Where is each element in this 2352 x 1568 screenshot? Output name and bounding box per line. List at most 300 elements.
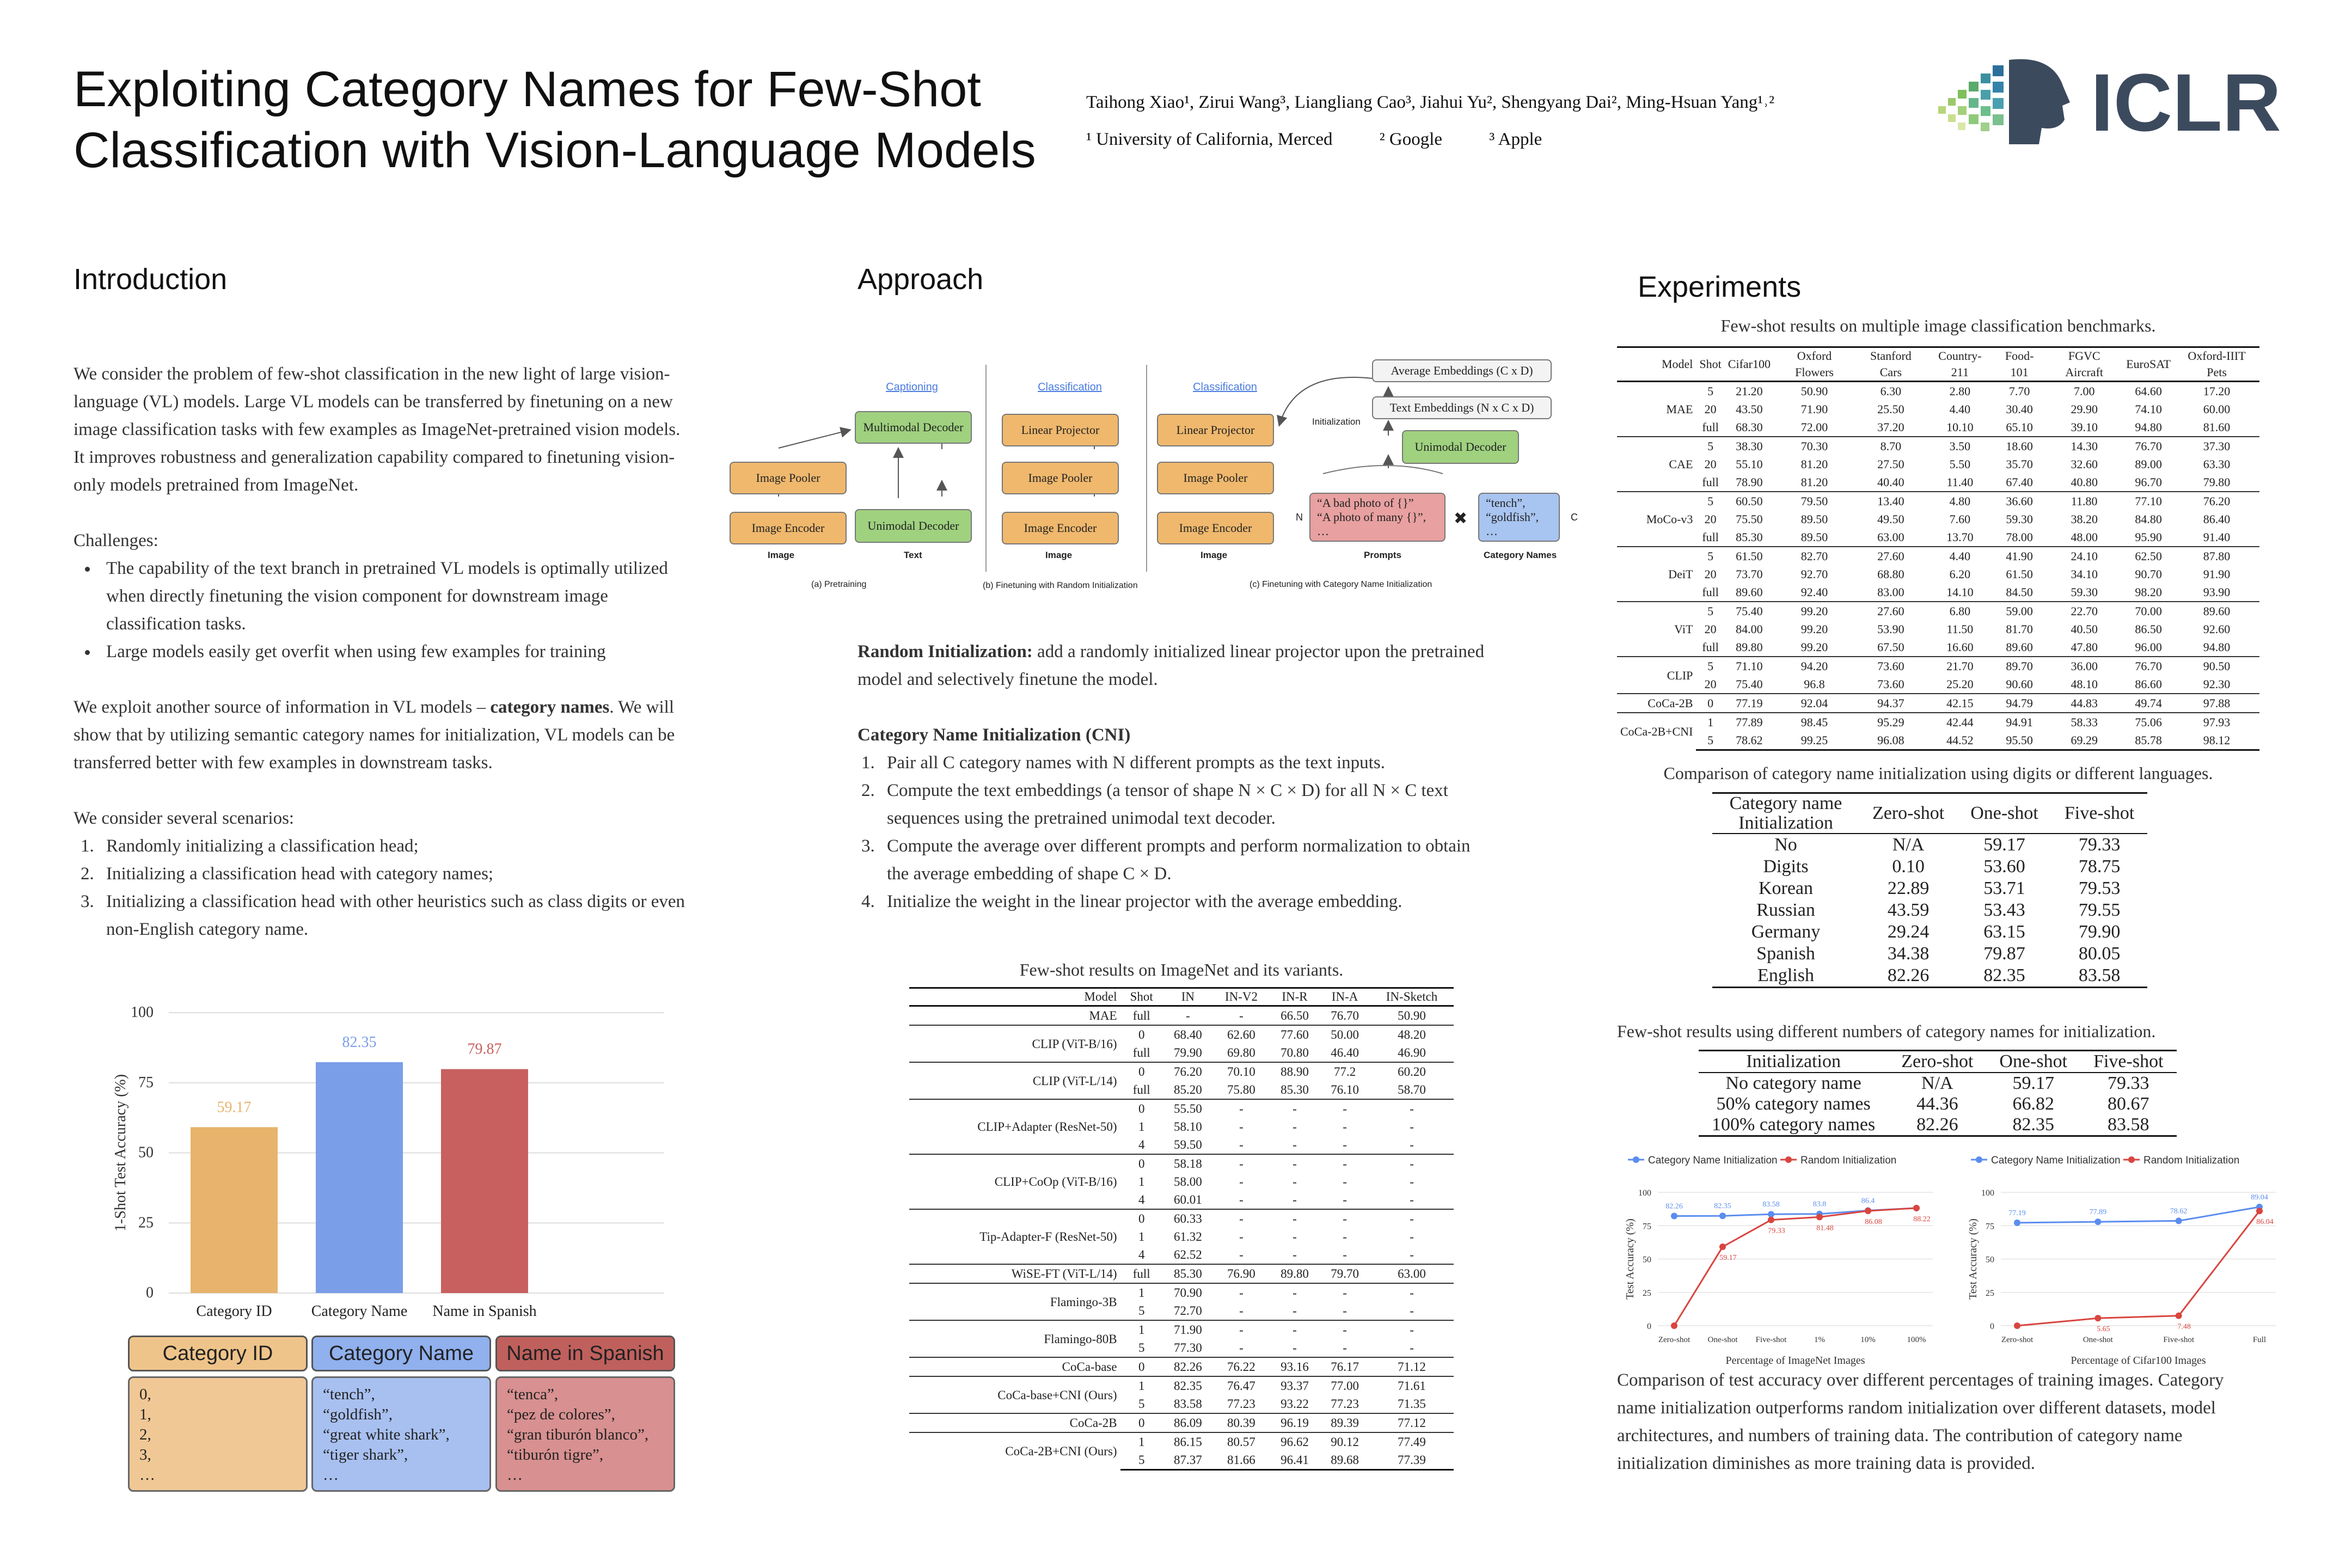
table-cell: 78.00 bbox=[2006, 530, 2033, 544]
y-tick-label: 100 bbox=[131, 1004, 154, 1021]
table-cell: 76.70 bbox=[2123, 437, 2174, 455]
table-cell: 36.00 bbox=[2045, 657, 2123, 675]
table-cell: 71.12 bbox=[1370, 1357, 1454, 1376]
scenarios-list bbox=[99, 832, 694, 944]
table-cell: - bbox=[1370, 1099, 1454, 1118]
legend-marker bbox=[1785, 1156, 1792, 1163]
scenario-item: 3. Initializing a classification head with other heuristics such as class digits or even non-English category name. bbox=[99, 888, 694, 944]
table-cell: 1 bbox=[1138, 1120, 1145, 1134]
table-cell: - bbox=[1213, 1154, 1270, 1173]
x-tick-label: Zero-shot bbox=[2001, 1336, 2033, 1344]
scenario-box-line: “tenca”, bbox=[507, 1386, 559, 1403]
table-cell: 65.10 bbox=[2006, 420, 2033, 434]
table-header-cell: Oxford Flowers bbox=[1774, 347, 1855, 382]
table-row bbox=[1617, 638, 2259, 657]
y-tick-label: 0 bbox=[146, 1284, 154, 1301]
table-header-cell: IN-A bbox=[1320, 988, 1370, 1006]
table-cell: 69.80 bbox=[1227, 1046, 1255, 1059]
table-cell: 7.00 bbox=[2073, 384, 2095, 398]
table-cell: 0 bbox=[1120, 1062, 1163, 1081]
table-cell: 89.00 bbox=[2135, 457, 2162, 471]
bar-chart bbox=[87, 980, 697, 1328]
category-names-emphasis: category names bbox=[490, 697, 610, 717]
y-axis-label: Test Accuracy (%) bbox=[1967, 1218, 1979, 1300]
table-header-cell: Category name Initialization bbox=[1712, 793, 1859, 834]
table-cell: full bbox=[1702, 585, 1719, 599]
bar-value-label: 79.87 bbox=[467, 1040, 502, 1058]
table-cell: - bbox=[1343, 1138, 1347, 1152]
prompts-label: Prompts bbox=[1364, 550, 1401, 560]
table-cell: 5 bbox=[1138, 1397, 1145, 1411]
table-cell: 76.10 bbox=[1331, 1083, 1359, 1097]
table-cell: Germany bbox=[1751, 922, 1821, 942]
model-cell: ViT bbox=[1617, 602, 1696, 657]
table-cell: 69.29 bbox=[2045, 731, 2123, 750]
table-header-cell: One-shot bbox=[1986, 1051, 2080, 1073]
x-tick-label: Full bbox=[2252, 1336, 2267, 1344]
table-cell: 36.60 bbox=[1993, 492, 2045, 510]
table-cell: 78.62 bbox=[1725, 731, 1774, 750]
table-row bbox=[1617, 620, 2259, 638]
table-header-row bbox=[909, 988, 1454, 1006]
initialization-label: Initialization bbox=[1312, 416, 1361, 427]
table-cell: 43.59 bbox=[1887, 900, 1930, 920]
table-cell: 93.37 bbox=[1270, 1376, 1320, 1395]
c-label: C bbox=[1571, 512, 1578, 523]
final-caption: Comparison of test accuracy over different percentages of training images. Category name initialization outperforms random initialization over different datasets, model architectures, and numbers of training data. The contribution of category name initialization diminishes as more training data is provided. bbox=[1617, 1370, 2224, 1473]
data-point bbox=[2256, 1208, 2263, 1214]
table-cell: - bbox=[1343, 1120, 1347, 1134]
table-cell: 47.80 bbox=[2071, 640, 2098, 654]
image-encoder-c: Image Encoder bbox=[1157, 512, 1274, 544]
random-init-label: Random Initialization: bbox=[857, 642, 1033, 661]
table-cell: 61.32 bbox=[1173, 1230, 1202, 1244]
table-cell: 20 bbox=[1704, 512, 1717, 526]
approach-body bbox=[857, 638, 1489, 916]
table-cell: 70.10 bbox=[1213, 1062, 1270, 1081]
table-header-cell: EuroSAT bbox=[2123, 347, 2174, 382]
legend-label: Category Name Initialization bbox=[1991, 1155, 2121, 1166]
table-cell: 46.90 bbox=[1398, 1046, 1426, 1059]
table-cell: 1 bbox=[1120, 1376, 1163, 1395]
benchmark-table-caption: Few-shot results on multiple image classification benchmarks. bbox=[1720, 316, 2156, 335]
table-cell: 77.2 bbox=[1320, 1062, 1370, 1081]
table-cell: 97.88 bbox=[2174, 694, 2259, 713]
table-cell: - bbox=[1239, 1230, 1244, 1244]
table-cell: - bbox=[1239, 1009, 1244, 1022]
table-cell: 79.53 bbox=[2078, 878, 2121, 898]
table-cell: 92.70 bbox=[1800, 567, 1828, 581]
language-table bbox=[1712, 792, 2147, 988]
table-cell: - bbox=[1370, 1320, 1454, 1339]
table-cell: 73.60 bbox=[1877, 677, 1904, 691]
prompts-box: “A bad photo of {}” “A photo of many {}”, … bbox=[1309, 493, 1445, 542]
table-cell: full bbox=[1702, 530, 1719, 544]
model-cell: WiSE-FT (ViT-L/14) bbox=[909, 1264, 1120, 1283]
table-cell: 67.50 bbox=[1877, 640, 1904, 654]
affiliation-3: ³ Apple bbox=[1489, 130, 1542, 149]
table-cell: 1 bbox=[1120, 1283, 1163, 1302]
language-table-wrap bbox=[1712, 792, 2147, 988]
table-cell: 80.05 bbox=[2078, 944, 2121, 964]
table-cell: 86.50 bbox=[2135, 622, 2162, 636]
table-cell: 34.10 bbox=[2071, 567, 2098, 581]
table-cell: 67.40 bbox=[2006, 475, 2033, 489]
table-cell: 38.20 bbox=[2071, 512, 2098, 526]
table-cell: 5 bbox=[1138, 1341, 1145, 1355]
table-cell: 50.90 bbox=[1398, 1009, 1426, 1022]
table-cell: 71.35 bbox=[1398, 1397, 1426, 1411]
table-cell: 75.50 bbox=[1736, 512, 1763, 526]
table-row bbox=[1712, 921, 2147, 943]
text-span: We exploit another source of information in VL models – bbox=[74, 697, 491, 717]
line-charts bbox=[1612, 1149, 2287, 1367]
category-names-paragraph bbox=[74, 694, 694, 777]
challenges-label: Challenges: bbox=[74, 531, 158, 550]
table-cell: 74.10 bbox=[2135, 402, 2162, 416]
table-cell: 77.49 bbox=[1370, 1432, 1454, 1451]
table-cell: 1 bbox=[1120, 1432, 1163, 1451]
linear-projector-c: Linear Projector bbox=[1157, 414, 1274, 446]
image-label: Image bbox=[1200, 550, 1228, 560]
table-cell: 75.40 bbox=[1725, 602, 1774, 620]
table-cell: - bbox=[1270, 1283, 1320, 1302]
table-cell: 59.50 bbox=[1173, 1138, 1202, 1152]
table-cell: 99.25 bbox=[1774, 731, 1855, 750]
table-cell: - bbox=[1293, 1304, 1297, 1318]
table-cell: 89.60 bbox=[1736, 585, 1763, 599]
table-cell: 0 bbox=[1120, 1209, 1163, 1228]
data-point bbox=[2176, 1313, 2182, 1319]
category-names-label: Category Names bbox=[1484, 550, 1557, 560]
table-header-cell: Model bbox=[1617, 347, 1696, 382]
experiments-heading: Experiments bbox=[1638, 271, 1802, 303]
table-cell: - bbox=[1370, 1209, 1454, 1228]
table-cell: - bbox=[1410, 1341, 1414, 1355]
table-cell: 78.90 bbox=[1736, 475, 1763, 489]
language-table-caption: Comparison of category name initialization using digits or different languages. bbox=[1663, 763, 2213, 783]
table-row bbox=[1617, 713, 2259, 731]
data-point bbox=[1816, 1214, 1823, 1220]
table-cell: full bbox=[1132, 1046, 1150, 1059]
table-cell: - bbox=[1239, 1248, 1244, 1261]
data-point bbox=[1671, 1322, 1677, 1329]
model-cell: DeiT bbox=[1617, 547, 1696, 602]
table-row bbox=[1617, 731, 2259, 750]
table-header-cell: Zero-shot bbox=[1888, 1051, 1986, 1073]
table-cell: 86.15 bbox=[1163, 1432, 1213, 1451]
approach-diagram bbox=[724, 359, 1584, 599]
intro-heading: Introduction bbox=[74, 263, 228, 296]
table-cell: 77.39 bbox=[1370, 1451, 1454, 1470]
table-cell: 76.47 bbox=[1213, 1376, 1270, 1395]
data-point bbox=[1913, 1205, 1920, 1211]
model-cell: CLIP (ViT-L/14) bbox=[909, 1062, 1120, 1099]
table-cell: 79.50 bbox=[1774, 492, 1855, 510]
table-header-row bbox=[1712, 793, 2147, 834]
y-tick-label: 50 bbox=[1643, 1255, 1651, 1265]
series-line bbox=[2017, 1207, 2259, 1223]
table-row bbox=[1617, 382, 2259, 401]
table-cell: 79.55 bbox=[2078, 900, 2121, 920]
table-cell: Korean bbox=[1758, 878, 1814, 898]
table-cell: - bbox=[1320, 1209, 1370, 1228]
table-cell: 82.26 bbox=[1859, 965, 1957, 988]
table-cell: full bbox=[1132, 1083, 1150, 1097]
table-cell: 35.70 bbox=[2006, 457, 2033, 471]
table-cell: 77.60 bbox=[1270, 1025, 1320, 1044]
model-cell: Flamingo-80B bbox=[909, 1320, 1120, 1357]
table-cell: 24.10 bbox=[2045, 547, 2123, 565]
classification-header-c: Classification bbox=[1193, 381, 1257, 393]
table-cell: 77.23 bbox=[1331, 1397, 1359, 1411]
table-cell: 58.33 bbox=[2045, 713, 2123, 731]
table-header-row bbox=[1699, 1051, 2177, 1073]
x-tick-label: 100% bbox=[1907, 1336, 1926, 1344]
table-row bbox=[909, 1006, 1454, 1026]
table-row bbox=[1617, 694, 2259, 713]
table-cell: full bbox=[1702, 640, 1719, 654]
bar-chart-svg bbox=[87, 980, 697, 1328]
table-cell: 81.20 bbox=[1800, 475, 1828, 489]
scenario-box-line: … bbox=[507, 1466, 523, 1484]
model-cell: CAE bbox=[1617, 437, 1696, 492]
table-header-row bbox=[1617, 347, 2259, 382]
table-cell: - bbox=[1343, 1248, 1347, 1261]
table-cell: 72.00 bbox=[1800, 420, 1828, 434]
bar bbox=[441, 1069, 528, 1293]
cni-step: 1. Pair all C category names with N different prompts as the text inputs. bbox=[879, 749, 1489, 777]
num-table-wrap bbox=[1699, 1050, 2177, 1137]
table-cell: 90.70 bbox=[2135, 567, 2162, 581]
table-cell: 89.70 bbox=[1993, 657, 2045, 675]
table-cell: 95.29 bbox=[1855, 713, 1927, 731]
linear-projector-b: Linear Projector bbox=[1002, 414, 1119, 446]
bar-value-label: 82.35 bbox=[342, 1033, 377, 1051]
data-label: 59.17 bbox=[1719, 1254, 1737, 1263]
model-cell: Flamingo-3B bbox=[909, 1283, 1120, 1320]
table-row bbox=[909, 1320, 1454, 1339]
table-cell: - bbox=[1343, 1175, 1347, 1189]
data-label: 77.19 bbox=[2008, 1209, 2026, 1217]
table-row bbox=[909, 1413, 1454, 1432]
num-table-caption: Few-shot results using different numbers of category names for initialization. bbox=[1617, 1021, 2156, 1041]
table-cell: - bbox=[1270, 1099, 1320, 1118]
table-cell: 58.10 bbox=[1173, 1120, 1202, 1134]
data-point bbox=[1671, 1212, 1677, 1219]
y-tick-label: 25 bbox=[1986, 1288, 1994, 1298]
table-cell: 71.61 bbox=[1370, 1376, 1454, 1395]
table-cell: 85.30 bbox=[1163, 1264, 1213, 1283]
legend-marker bbox=[2128, 1156, 2135, 1163]
table-cell: 58.18 bbox=[1163, 1154, 1213, 1173]
imagenet-table-wrap bbox=[909, 987, 1454, 1471]
table-cell: 50.90 bbox=[1800, 384, 1828, 398]
table-cell: 75.06 bbox=[2123, 713, 2174, 731]
table-row bbox=[1712, 856, 2147, 878]
table-cell: 0 bbox=[1120, 1099, 1163, 1118]
data-point bbox=[1719, 1244, 1726, 1250]
scenario-box-line: … bbox=[323, 1466, 339, 1484]
y-axis-label: Test Accuracy (%) bbox=[1624, 1218, 1636, 1300]
table-cell: 61.50 bbox=[2006, 567, 2033, 581]
table-cell: 66.50 bbox=[1281, 1009, 1309, 1022]
table-cell: - bbox=[1239, 1138, 1244, 1152]
table-cell: - bbox=[1239, 1193, 1244, 1206]
table-header-cell: Model bbox=[909, 988, 1120, 1006]
table-cell: 20 bbox=[1704, 402, 1717, 416]
table-cell: 6.80 bbox=[1927, 602, 1993, 620]
data-point bbox=[2014, 1322, 2020, 1329]
unimodal-decoder-c: Unimodal Decoder bbox=[1402, 430, 1519, 464]
table-cell: - bbox=[1293, 1175, 1297, 1189]
x-axis-label: Percentage of Cifar100 Images bbox=[2071, 1355, 2206, 1367]
y-tick-label: 50 bbox=[138, 1144, 154, 1161]
legend-label: Random Initialization bbox=[1800, 1155, 1897, 1166]
table-cell: 4.80 bbox=[1927, 492, 1993, 510]
table-cell: 99.20 bbox=[1800, 622, 1828, 636]
table-cell: 32.60 bbox=[2071, 457, 2098, 471]
captioning-header: Captioning bbox=[886, 381, 938, 393]
table-cell: 89.60 bbox=[2174, 602, 2259, 620]
scenario-box-line: “tiburón tigre”, bbox=[507, 1446, 604, 1463]
x-tick-label: Name in Spanish bbox=[432, 1303, 537, 1320]
table-cell: 76.22 bbox=[1213, 1357, 1270, 1376]
table-cell: 73.70 bbox=[1736, 567, 1763, 581]
table-cell: 82.70 bbox=[1774, 547, 1855, 565]
data-label: 86.04 bbox=[2256, 1218, 2274, 1227]
table-row bbox=[1712, 899, 2147, 921]
data-point bbox=[1719, 1212, 1726, 1219]
table-cell: 95.50 bbox=[1993, 731, 2045, 750]
table-cell: 96.62 bbox=[1270, 1432, 1320, 1451]
table-cell: 34.38 bbox=[1887, 944, 1930, 964]
table-header-cell: Food-101 bbox=[1993, 347, 2045, 382]
table-cell: 98.12 bbox=[2174, 731, 2259, 750]
table-row bbox=[909, 1209, 1454, 1228]
table-cell: 6.20 bbox=[1949, 567, 1971, 581]
table-cell: 96.70 bbox=[2135, 475, 2162, 489]
caption-b: (b) Finetuning with Random Initialization bbox=[983, 581, 1138, 590]
table-cell: 94.20 bbox=[1774, 657, 1855, 675]
unimodal-decoder-a: Unimodal Decoder bbox=[855, 509, 972, 543]
model-cell: CLIP bbox=[1617, 657, 1696, 694]
table-cell: 29.24 bbox=[1887, 922, 1930, 942]
table-cell: 79.80 bbox=[2203, 475, 2231, 489]
table-cell: No bbox=[1774, 835, 1797, 855]
table-row bbox=[909, 1283, 1454, 1302]
table-cell: 86.60 bbox=[2135, 677, 2162, 691]
table-cell: - bbox=[1410, 1193, 1414, 1206]
table-cell: 90.12 bbox=[1320, 1432, 1370, 1451]
table-cell: 89.68 bbox=[1320, 1451, 1370, 1470]
table-cell: full bbox=[1702, 475, 1719, 489]
table-cell: 76.70 bbox=[2123, 657, 2174, 675]
x-tick-label: Zero-shot bbox=[1658, 1336, 1690, 1344]
y-tick-label: 25 bbox=[138, 1214, 154, 1232]
scenario-box-title: Name in Spanish bbox=[495, 1336, 675, 1371]
authors: Taihong Xiao¹, Zirui Wang³, Liangliang Cao³, Jiahui Yu², Shengyang Dai², Ming-Hsuan Yang¹˒² bbox=[1086, 93, 1775, 112]
table-cell: 4.40 bbox=[1927, 547, 1993, 565]
table-header-cell: Country-211 bbox=[1927, 347, 1993, 382]
affiliation-2: ² Google bbox=[1379, 130, 1443, 149]
table-cell: 64.60 bbox=[2135, 384, 2162, 398]
table-cell: - bbox=[1343, 1193, 1347, 1206]
table-cell: 50% category names bbox=[1716, 1094, 1871, 1114]
table-cell: 79.70 bbox=[1320, 1264, 1370, 1283]
table-cell: 83.58 bbox=[2080, 1114, 2176, 1136]
table-cell: 1 bbox=[1138, 1175, 1145, 1189]
table-cell: 60.20 bbox=[1370, 1062, 1454, 1081]
table-cell: full bbox=[1132, 1009, 1150, 1022]
data-label: 86.08 bbox=[1865, 1218, 1882, 1227]
table-cell: - bbox=[1239, 1175, 1244, 1189]
table-cell: 58.00 bbox=[1173, 1175, 1202, 1189]
table-cell: 4 bbox=[1138, 1248, 1145, 1261]
table-header-cell: Oxford-IIIT Pets bbox=[2174, 347, 2259, 382]
model-cell: MoCo-v3 bbox=[1617, 492, 1696, 547]
table-cell: N/A bbox=[1892, 835, 1925, 855]
table-cell: 96.08 bbox=[1855, 731, 1927, 750]
cni-step: 2. Compute the text embeddings (a tensor of shape N × C × D) for all N × C text sequences using the pretrained unimodal text decoder. bbox=[879, 777, 1489, 832]
table-row bbox=[1617, 492, 2259, 510]
table-cell: 6.30 bbox=[1880, 384, 1902, 398]
table-cell: 20 bbox=[1704, 457, 1717, 471]
table-cell: full bbox=[1120, 1264, 1163, 1283]
legend-marker bbox=[1633, 1156, 1639, 1163]
table-row bbox=[1617, 473, 2259, 492]
table-row bbox=[1617, 455, 2259, 473]
table-cell: 96.00 bbox=[2135, 640, 2162, 654]
table-cell: - bbox=[1293, 1138, 1297, 1152]
table-cell: 5 bbox=[1120, 1451, 1163, 1470]
y-tick-label: 75 bbox=[138, 1074, 154, 1091]
table-cell: 94.80 bbox=[2203, 640, 2231, 654]
x-tick-label: 10% bbox=[1860, 1336, 1876, 1344]
table-cell: 84.80 bbox=[2135, 512, 2162, 526]
scenario-box-line: “pez de colores”, bbox=[507, 1406, 615, 1423]
table-cell: 4 bbox=[1138, 1193, 1145, 1206]
table-cell: 94.37 bbox=[1855, 694, 1927, 713]
benchmark-table bbox=[1617, 346, 2259, 751]
table-cell: 96.41 bbox=[1270, 1451, 1320, 1470]
scenario-box-line: 2, bbox=[139, 1426, 151, 1443]
table-cell: 76.90 bbox=[1213, 1264, 1270, 1283]
data-label: 79.33 bbox=[1768, 1227, 1785, 1235]
y-tick-label: 75 bbox=[1986, 1222, 1994, 1232]
table-cell: 76.17 bbox=[1320, 1357, 1370, 1376]
data-label: 82.35 bbox=[1714, 1202, 1731, 1211]
cni-step: 4. Initialize the weight in the linear projector with the average embedding. bbox=[879, 888, 1489, 916]
times-icon: ✖ bbox=[1454, 510, 1468, 528]
intro-paragraph: We consider the problem of few-shot classification in the new light of large vision-language (VL) models. Large VL models can be transferred by finetuning on a new image classification tasks with few examples as ImageNet-pretrained vision models. It improves robustness and generalization capability compared to finetuning vision-only models pretrained from ImageNet. bbox=[74, 364, 681, 495]
table-cell: 5 bbox=[1696, 731, 1724, 750]
scenario-box-line: “great white shark”, bbox=[323, 1426, 450, 1443]
scenario-box-title: Category ID bbox=[128, 1336, 308, 1371]
table-cell: - bbox=[1370, 1283, 1454, 1302]
table-cell: 49.74 bbox=[2123, 694, 2174, 713]
model-cell: CoCa-base bbox=[909, 1357, 1120, 1376]
table-cell: 83.58 bbox=[1173, 1397, 1202, 1411]
table-cell: 22.70 bbox=[2045, 602, 2123, 620]
table-row bbox=[1617, 547, 2259, 565]
data-label: 83.58 bbox=[1762, 1200, 1780, 1209]
table-cell: 89.50 bbox=[1800, 512, 1828, 526]
bar bbox=[316, 1062, 403, 1293]
image-pooler-c: Image Pooler bbox=[1157, 462, 1274, 494]
text-span: . We will show that by utilizing semantic category names for initialization, VL models can be transferred better with few examples in downstream tasks. bbox=[74, 697, 675, 773]
table-cell: 76.70 bbox=[1331, 1009, 1359, 1022]
